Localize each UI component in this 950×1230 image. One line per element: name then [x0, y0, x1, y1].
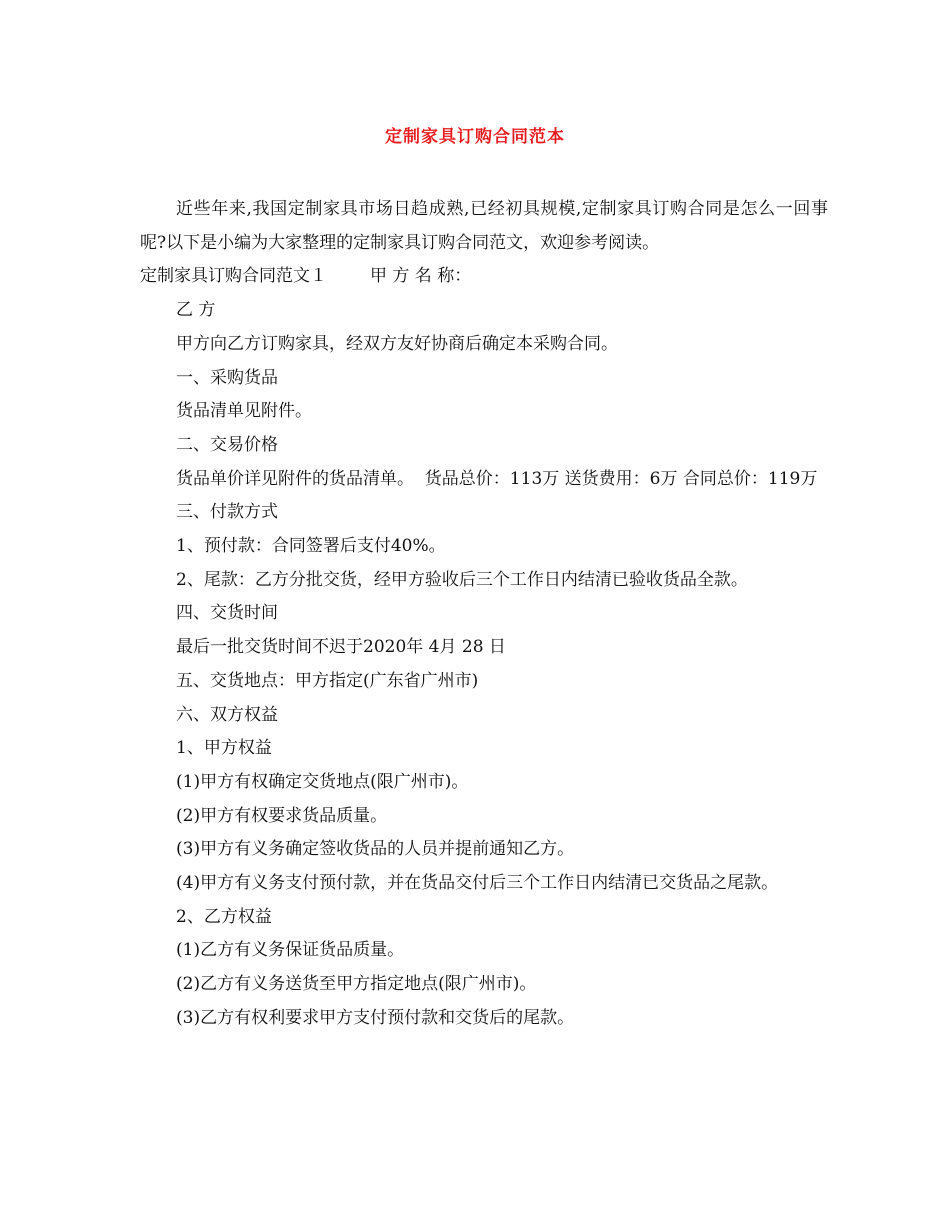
- paragraph-delivery-time: 最后一批交货时间不迟于2020年 4月 28 日: [176, 637, 506, 658]
- section-heading-price: 二、交易价格: [176, 434, 278, 455]
- section-heading-delivery-time: 四、交货时间: [176, 603, 278, 624]
- paragraph-prepayment: 1、预付款：合同签署后支付40%。: [176, 536, 446, 557]
- paragraph-purpose: 甲方向乙方订购家具，经双方友好协商后确定本采购合同。: [176, 333, 618, 354]
- party-a-right-3: (3)甲方有义务确定签收货品的人员并提前通知乙方。: [176, 839, 575, 860]
- sample-heading-row: [140, 260, 828, 294]
- paragraph-price: 货品单价详见附件的货品清单。 货品总价：113万 送货费用：6万 合同总价：119万: [176, 468, 818, 489]
- party-a-right-1: (1)甲方有权确定交货地点(限广州市)。: [176, 771, 469, 792]
- document-body: [140, 193, 828, 1036]
- section-heading-goods: 一、采购货品: [176, 367, 278, 388]
- section-heading-payment: 三、付款方式: [176, 502, 278, 523]
- party-a-right-4: (4)甲方有义务支付预付款，并在货品交付后三个工作日内结清已交货品之尾款。: [176, 873, 779, 894]
- paragraph-balance: 2、尾款：乙方分批交货，经甲方验收后三个工作日内结清已验收货品全款。: [176, 569, 748, 590]
- subheading-party-b-rights: 2、乙方权益: [176, 906, 272, 927]
- party-a-right-2: (2)甲方有权要求货品质量。: [176, 805, 388, 826]
- section-heading-rights: 六、双方权益: [176, 704, 278, 725]
- subheading-party-a-rights: 1、甲方权益: [176, 738, 272, 759]
- party-b-label: 乙 方: [176, 300, 216, 321]
- party-b-right-3: (3)乙方有权利要求甲方支付预付款和交货后的尾款。: [176, 1007, 575, 1028]
- section-heading-delivery-place: 五、交货地点：甲方指定(广东省广州市): [176, 670, 479, 691]
- sample-heading: 定制家具订购合同范文１: [140, 266, 327, 287]
- party-b-right-2: (2)乙方有义务送货至甲方指定地点(限广州市)。: [176, 974, 537, 995]
- party-a-label: 甲 方 名 称：: [370, 266, 472, 287]
- intro-paragraph: 近些年来,我国定制家具市场日趋成熟,已经初具规模,定制家具订购合同是怎么一回事呢?以下是小编为大家整理的定制家具订购合同范文，欢迎参考阅读。: [140, 199, 828, 253]
- party-b-right-1: (1)乙方有义务保证货品质量。: [176, 940, 405, 961]
- paragraph-goods-list: 货品清单见附件。: [176, 401, 312, 422]
- document-title: 定制家具订购合同范本: [385, 127, 565, 147]
